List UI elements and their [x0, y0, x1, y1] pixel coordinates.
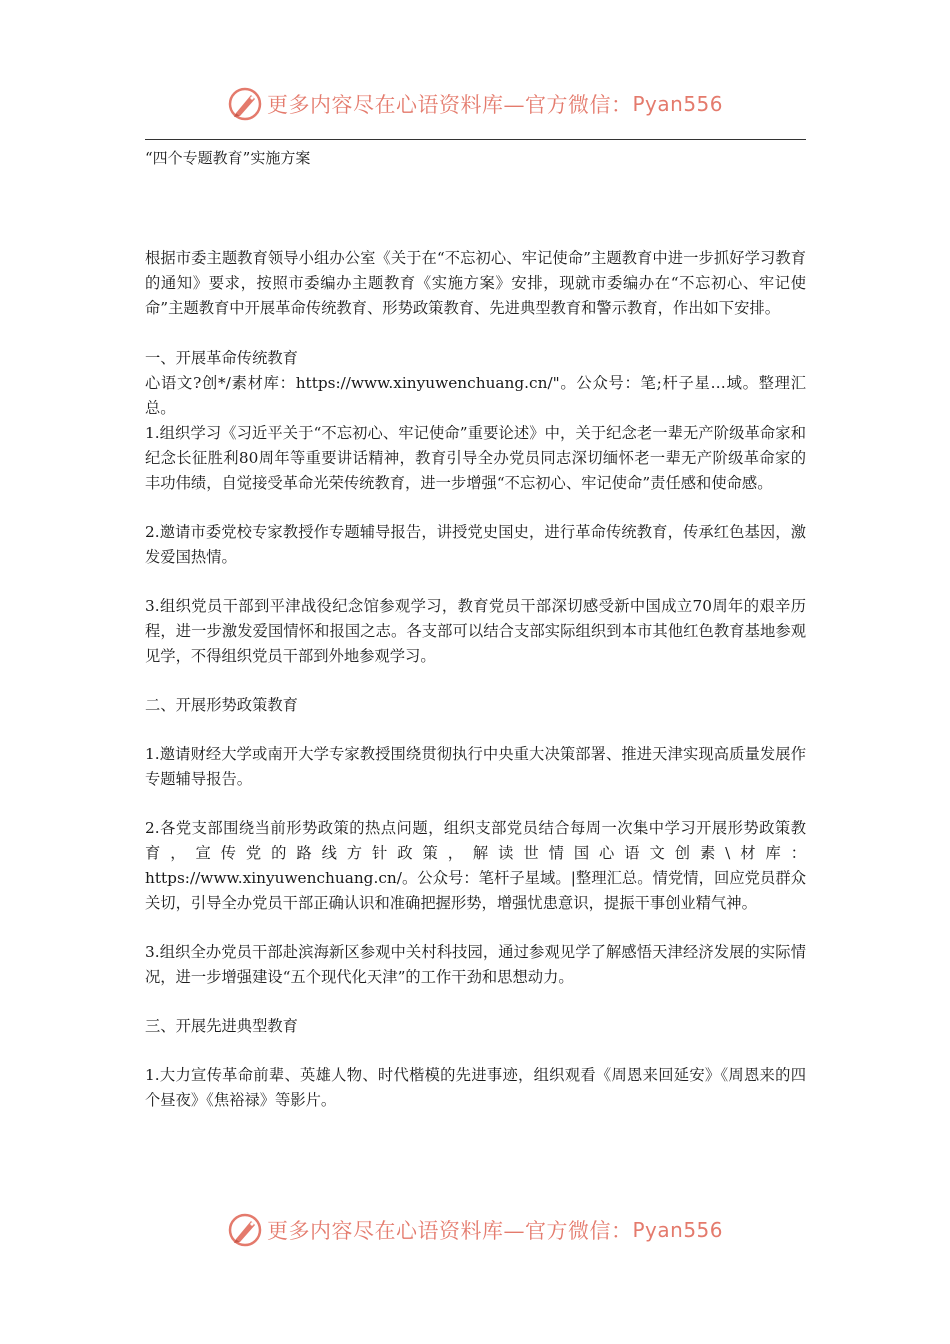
intro-paragraph: 根据市委主题教育领导小组办公室《关于在“不忘初心、牢记使命”主题教育中进一步抓好学习教育的通知》要求，按照市委编办主题教育《实施方案》安排，现就市委编办在“不忘初心、牢记使命”主题教育中开展革命传统教育、形势政策教育、先进典型教育和警示教育，作出如下安排。	[145, 249, 806, 317]
section-heading-1: 一、开展革命传统教育	[145, 349, 298, 367]
section2-item-2: 2.各党支部围绕当前形势政策的热点问题，组织支部党员结合每周一次集中学习开展形势政策教育，宣传党的路线方针政策，解读世情国心语文创素\材库：https://www.xinyuwenchuang.cn/。公众号：笔杆子星域。|整理汇总。情党情，回应党员群众关切，引导全办党员干部正确认识和准确把握形势，增强忧患意识，提振干事创业精气神。	[145, 819, 806, 912]
section2-item-1: 1.邀请财经大学或南开大学专家教授围绕贯彻执行中央重大决策部署、推进天津实现高质量发展作专题辅导报告。	[145, 745, 806, 788]
header-banner	[0, 84, 950, 124]
banner-wechat-id: Pyan556	[632, 92, 723, 116]
pen-logo-icon	[227, 1212, 263, 1248]
section1-item-3: 3.组织党员干部到平津战役纪念馆参观学习，教育党员干部深切感受新中国成立70周年的艰辛历程，进一步激发爱国情怀和报国之志。各支部可以结合支部实际组织到本市其他红色教育基地参观见学，不得组织党员干部到外地参观学习。	[145, 597, 806, 665]
section3-item-1: 1.大力宣传革命前辈、英雄人物、时代楷模的先进事迹，组织观看《周恩来回延安》《周恩来的四个昼夜》《焦裕禄》等影片。	[145, 1066, 806, 1109]
section1-item-1: 1.组织学习《习近平关于“不忘初心、牢记使命”重要论述》中，关于纪念老一辈无产阶级革命家和纪念长征胜利80周年等重要讲话精神，教育引导全办党员同志深切缅怀老一辈无产阶级革命家的丰功伟绩，自觉接受革命光荣传统教育，进一步增强“不忘初心、牢记使命”责任感和使命感。	[145, 424, 806, 492]
pen-logo-icon	[227, 86, 263, 122]
section1-item-2: 2.邀请市委党校专家教授作专题辅导报告，讲授党史国史，进行革命传统教育，传承红色基因，激发爱国热情。	[145, 523, 806, 566]
section-heading-2: 二、开展形势政策教育	[145, 696, 298, 714]
banner-text: 更多内容尽在心语资料库—官方微信：	[266, 93, 633, 117]
section2-item-3: 3.组织全办党员干部赴滨海新区参观中关村科技园，通过参观见学了解感悟天津经济发展的实际情况，进一步增强建设“五个现代化天津”的工作干劲和思想动力。	[145, 943, 806, 986]
footer-banner-wechat-id: Pyan556	[632, 1218, 723, 1242]
section-heading-3: 三、开展先进典型教育	[145, 1017, 298, 1035]
document-body	[145, 246, 806, 1113]
header-divider	[145, 139, 806, 140]
footer-banner	[0, 1210, 950, 1250]
document-title: “四个专题教育”实施方案	[145, 149, 311, 167]
footer-banner-text: 更多内容尽在心语资料库—官方微信：	[266, 1219, 633, 1243]
watermark-note-1: 心语文?创*/素材库：https://www.xinyuwenchuang.cn/"。公众号：笔;杆子星…域。整理汇总。	[145, 374, 806, 417]
